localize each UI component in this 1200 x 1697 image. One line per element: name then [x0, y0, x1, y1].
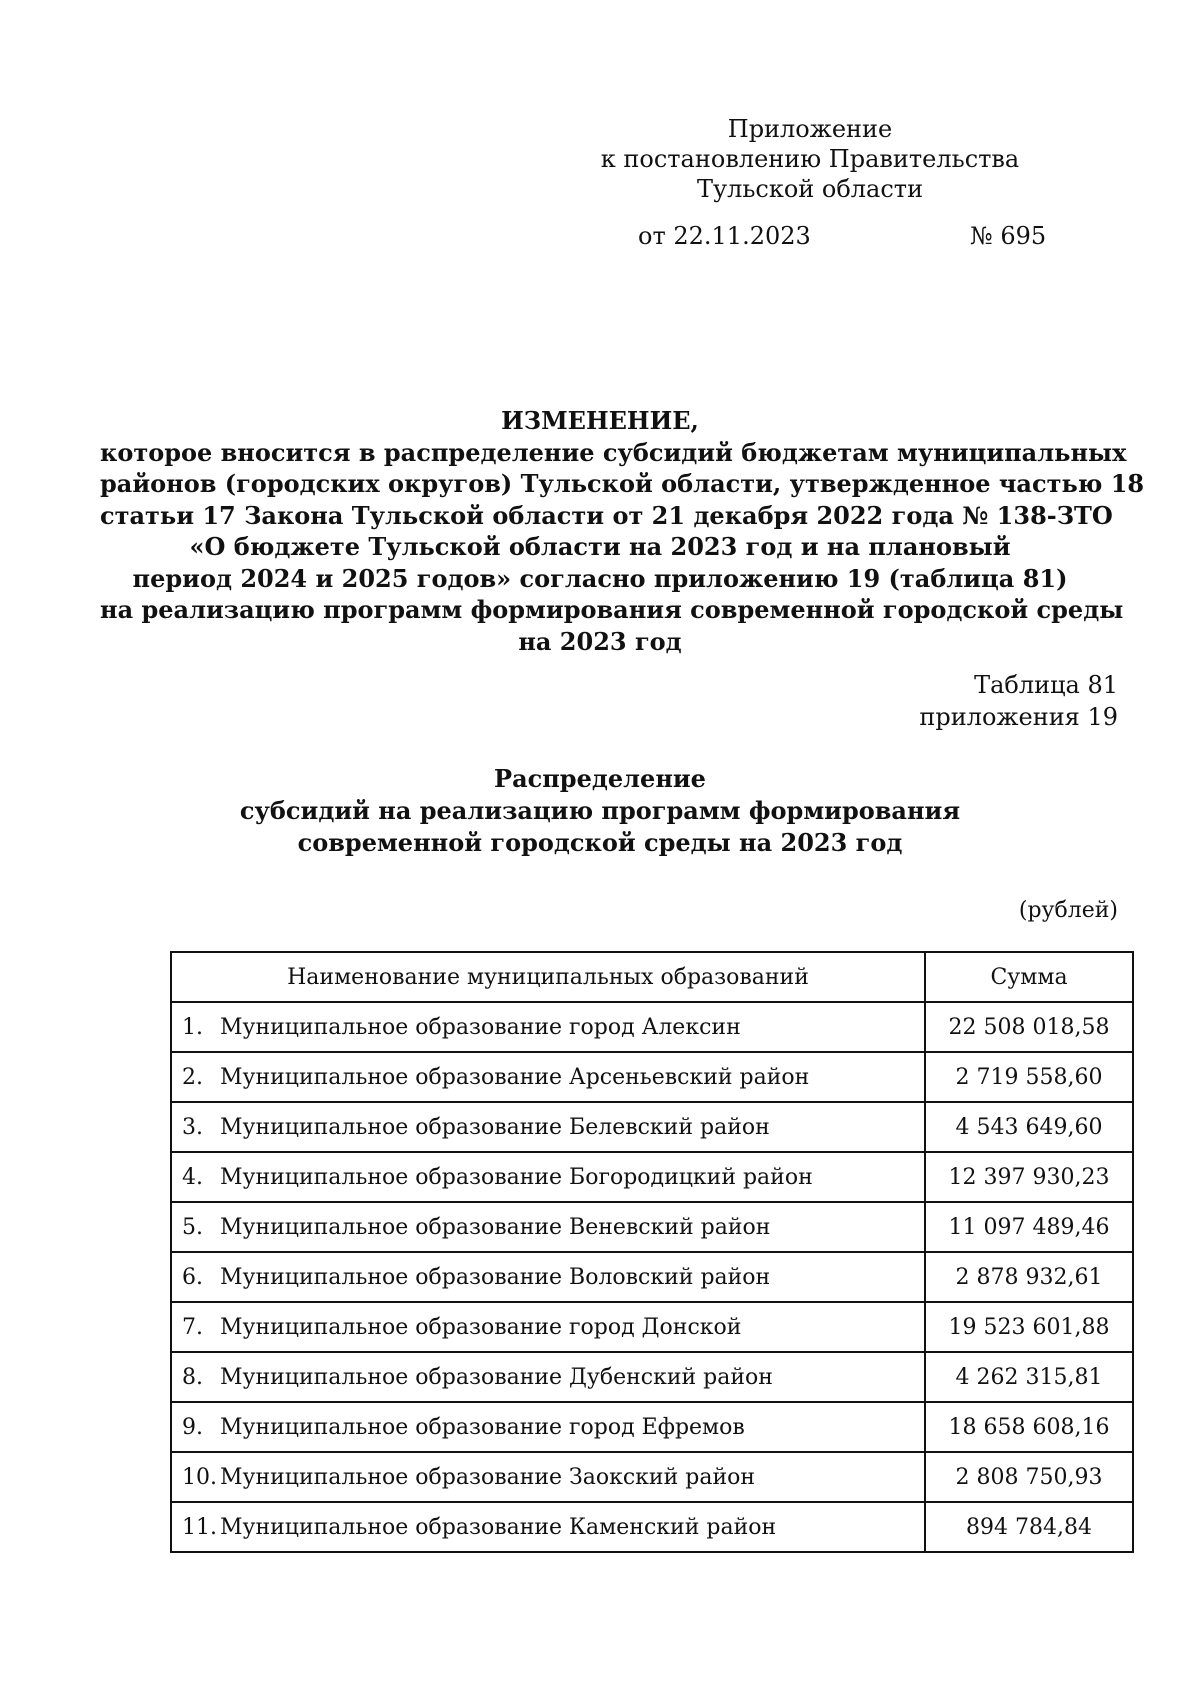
table-reference-line-1: Таблица 81: [974, 671, 1118, 699]
row-number: 11.: [182, 1514, 217, 1540]
decree-number: № 695: [970, 222, 1047, 250]
subsidy-sum-cell: 11 097 489,46: [925, 1202, 1133, 1252]
change-title-line: «О бюджете Тульской области на 2023 год и на плановый: [189, 532, 1011, 561]
header-municipality-name: Наименование муниципальных образований: [171, 952, 925, 1002]
change-title-line: на 2023 год: [518, 626, 682, 656]
table-row: [171, 1002, 1133, 1052]
change-title-line: ИЗМЕНЕНИЕ,: [501, 406, 699, 435]
municipality-name-cell: [171, 1202, 925, 1252]
distribution-title-line: Распределение: [494, 764, 706, 793]
subsidy-sum-cell: 4 262 315,81: [925, 1352, 1133, 1402]
row-number: 10.: [182, 1464, 217, 1490]
decree-date: от 22.11.2023: [638, 222, 811, 250]
subsidy-sum-cell: 2 808 750,93: [925, 1452, 1133, 1502]
municipality-name: Муниципальное образование город Донской: [220, 1314, 742, 1340]
subsidy-sum-cell: 12 397 930,23: [925, 1152, 1133, 1202]
distribution-title-line: субсидий на реализацию программ формирования: [239, 796, 961, 825]
table-row: [171, 1052, 1133, 1102]
appendix-header: [560, 114, 1060, 204]
change-title-line: статьи 17 Закона Тульской области от 21 декабря 2022 года № 138-ЗТО: [100, 500, 1113, 530]
units-label: (рублей): [1018, 898, 1118, 923]
table-row: [171, 1252, 1133, 1302]
subsidies-table: [170, 951, 1134, 1553]
table-row: [171, 1152, 1133, 1202]
municipality-name-cell: [171, 1402, 925, 1452]
municipality-name-cell: [171, 1502, 925, 1552]
municipality-name-cell: [171, 1252, 925, 1302]
appendix-line-1: Приложение: [727, 115, 893, 143]
appendix-line-3: Тульской области: [696, 175, 924, 203]
change-title-line: районов (городских округов) Тульской области, утвержденное частью 18: [100, 469, 1145, 498]
table-header-row: [171, 952, 1133, 1002]
municipality-name: Муниципальное образование Заокский район: [220, 1464, 756, 1490]
subsidy-sum-cell: 4 543 649,60: [925, 1102, 1133, 1152]
municipality-name-cell: [171, 1302, 925, 1352]
row-number: 8.: [182, 1364, 203, 1390]
change-title-line: которое вносится в распределение субсидий бюджетам муниципальных: [100, 437, 1127, 467]
distribution-title: [100, 763, 1100, 859]
row-number: 9.: [182, 1414, 203, 1440]
table-row: [171, 1502, 1133, 1552]
row-number: 6.: [182, 1264, 203, 1290]
change-title: [100, 405, 1145, 657]
row-number: 3.: [182, 1114, 203, 1140]
subsidy-sum-cell: 2 719 558,60: [925, 1052, 1133, 1102]
table-row: [171, 1402, 1133, 1452]
municipality-name-cell: [171, 1452, 925, 1502]
change-title-line: на реализацию программ формирования современной городской среды: [100, 595, 1124, 624]
row-number: 1.: [182, 1014, 203, 1040]
subsidy-sum-cell: 18 658 608,16: [925, 1402, 1133, 1452]
row-number: 2.: [182, 1064, 203, 1090]
municipality-name: Муниципальное образование город Алексин: [220, 1014, 741, 1040]
subsidy-sum-cell: 2 878 932,61: [925, 1252, 1133, 1302]
municipality-name-cell: [171, 1052, 925, 1102]
municipality-name-cell: [171, 1352, 925, 1402]
header-sum: Сумма: [925, 952, 1133, 1002]
municipality-name: Муниципальное образование Каменский район: [220, 1514, 777, 1540]
municipality-name: Муниципальное образование Веневский район: [220, 1214, 771, 1240]
table-body: [171, 1002, 1133, 1552]
municipality-name: Муниципальное образование Богородицкий район: [220, 1164, 813, 1190]
appendix-line-2: к постановлению Правительства: [600, 145, 1020, 173]
change-title-line: период 2024 и 2025 годов» согласно приложению 19 (таблица 81): [132, 563, 1068, 593]
municipality-name-cell: [171, 1152, 925, 1202]
row-number: 7.: [182, 1314, 203, 1340]
table-row: [171, 1302, 1133, 1352]
table-row: [171, 1102, 1133, 1152]
table-reference: [919, 669, 1118, 733]
table-row: [171, 1452, 1133, 1502]
distribution-title-line: современной городской среды на 2023 год: [297, 828, 903, 857]
row-number: 5.: [182, 1214, 203, 1240]
municipality-name: Муниципальное образование город Ефремов: [220, 1414, 745, 1440]
municipality-name: Муниципальное образование Дубенский район: [220, 1364, 773, 1390]
municipality-name-cell: [171, 1102, 925, 1152]
municipality-name: Муниципальное образование Воловский район: [220, 1264, 771, 1290]
row-number: 4.: [182, 1164, 203, 1190]
subsidy-sum-cell: 19 523 601,88: [925, 1302, 1133, 1352]
municipality-name: Муниципальное образование Арсеньевский район: [220, 1064, 810, 1090]
table-row: [171, 1352, 1133, 1402]
subsidy-sum-cell: 22 508 018,58: [925, 1002, 1133, 1052]
municipality-name-cell: [171, 1002, 925, 1052]
subsidy-sum-cell: 894 784,84: [925, 1502, 1133, 1552]
municipality-name: Муниципальное образование Белевский район: [220, 1114, 770, 1140]
table-reference-line-2: приложения 19: [919, 703, 1118, 731]
table-row: [171, 1202, 1133, 1252]
